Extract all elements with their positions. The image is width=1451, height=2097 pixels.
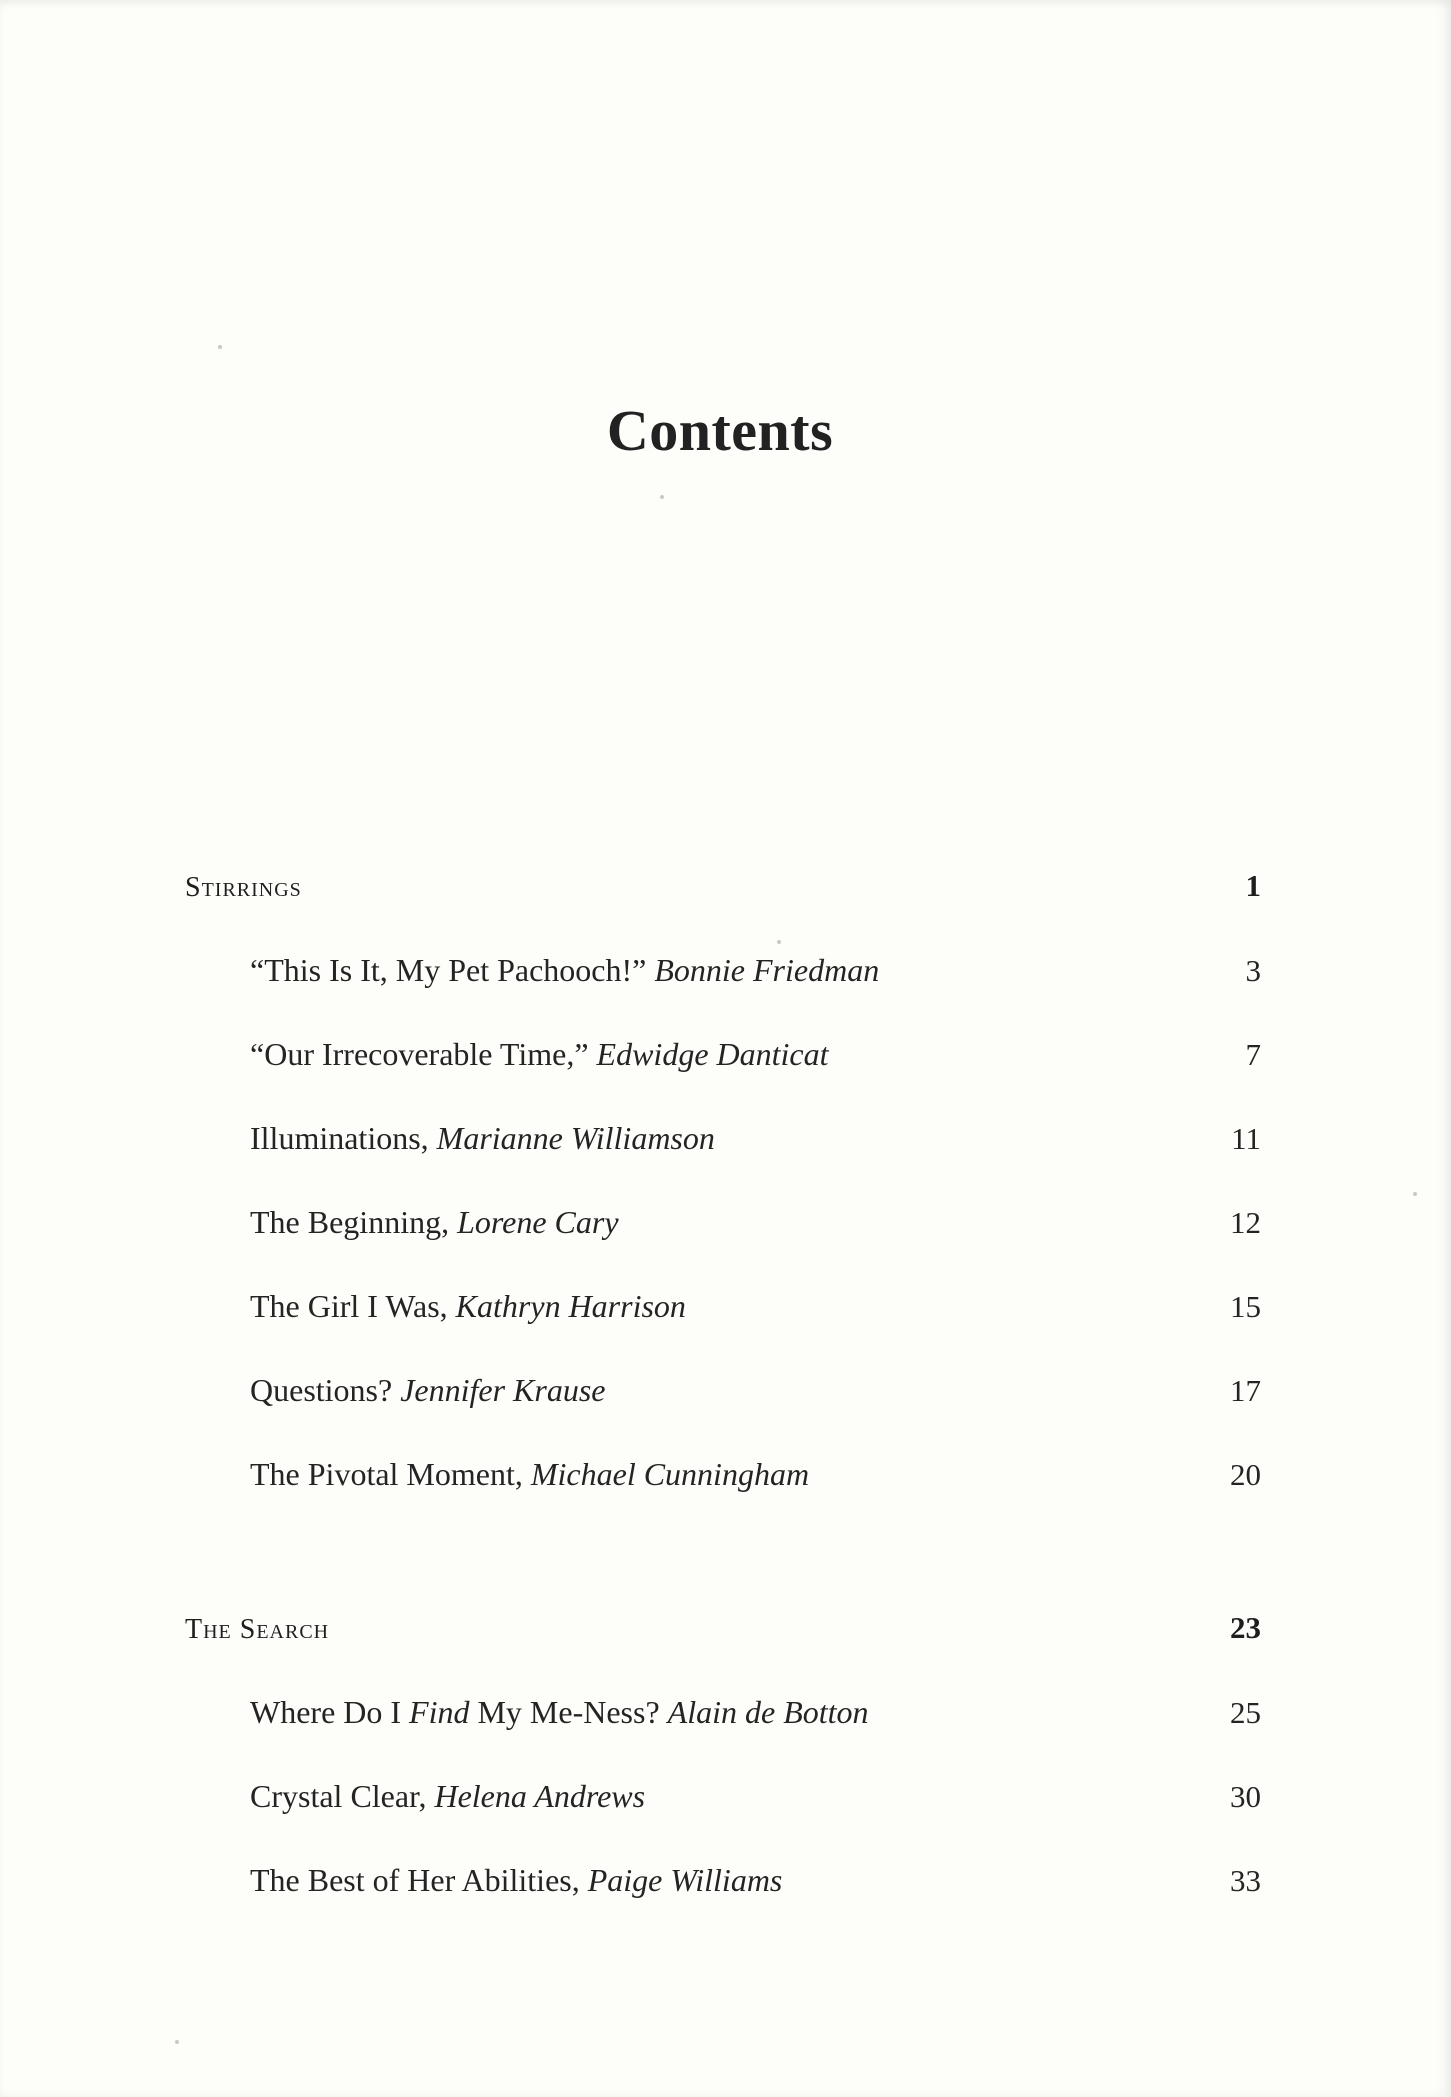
entry-text (250, 1288, 686, 1325)
section-heading: The Search (185, 1614, 330, 1645)
entry-page-number: 30 (1230, 1779, 1261, 1814)
entry-title: “Our Irrecoverable Time,” (250, 1036, 589, 1072)
entry-text (250, 1456, 809, 1493)
entry-page-number: 33 (1230, 1863, 1261, 1898)
entry-title-end: My Me-Ness? (477, 1694, 660, 1730)
section-header (185, 1610, 1261, 1654)
entry-title: Crystal Clear, (250, 1778, 427, 1814)
table-of-contents (185, 868, 1261, 1946)
toc-entry (185, 1862, 1261, 1946)
entry-text (250, 1862, 782, 1899)
entry-page-number: 12 (1230, 1205, 1261, 1240)
paper-speck (660, 495, 664, 499)
section-page-number: 1 (1245, 868, 1261, 903)
section-heading: Stirrings (185, 872, 302, 903)
section-page-number: 23 (1230, 1610, 1261, 1645)
entry-author: Michael Cunningham (530, 1456, 810, 1492)
toc-entry (185, 1694, 1261, 1778)
toc-entry (185, 952, 1261, 1036)
entry-title: The Beginning, (250, 1204, 450, 1240)
entry-page-number: 15 (1230, 1289, 1261, 1324)
entry-title-emphasis: Find (409, 1694, 470, 1730)
toc-entry (185, 1204, 1261, 1288)
entry-author: Bonnie Friedman (654, 952, 880, 988)
entry-page-number: 3 (1245, 953, 1261, 988)
entry-page-number: 20 (1230, 1457, 1261, 1492)
section-header (185, 868, 1261, 912)
entry-text (250, 1204, 619, 1241)
toc-entry (185, 1372, 1261, 1456)
entry-author: Alain de Botton (667, 1694, 869, 1730)
entry-title: The Girl I Was, (250, 1288, 448, 1324)
toc-entry (185, 1778, 1261, 1862)
entry-title: “This Is It, My Pet Pachooch!” (250, 952, 647, 988)
entry-title: The Pivotal Moment, (250, 1456, 523, 1492)
toc-entry (185, 1456, 1261, 1540)
entry-text (250, 1036, 829, 1073)
entry-title-start: Where Do I (250, 1694, 402, 1730)
entry-author: Kathryn Harrison (455, 1288, 686, 1324)
entry-page-number: 11 (1231, 1121, 1261, 1156)
entry-title: Illuminations, (250, 1120, 429, 1156)
entry-title: Questions? (250, 1372, 393, 1408)
entry-text (250, 952, 879, 989)
entry-author: Edwidge Danticat (596, 1036, 829, 1072)
entry-page-number: 17 (1230, 1373, 1261, 1408)
entry-text (250, 1372, 606, 1409)
entry-page-number: 7 (1245, 1037, 1261, 1072)
entry-text (250, 1694, 869, 1731)
entry-author: Helena Andrews (434, 1778, 646, 1814)
toc-section-stirrings (185, 868, 1261, 1540)
entry-author: Lorene Cary (457, 1204, 619, 1240)
paper-speck (175, 2040, 179, 2044)
entry-text (250, 1120, 715, 1157)
entry-author: Marianne Williamson (436, 1120, 715, 1156)
paper-speck (1413, 1192, 1417, 1196)
entry-author: Paige Williams (587, 1862, 783, 1898)
entry-page-number: 25 (1230, 1695, 1261, 1730)
toc-entry (185, 1288, 1261, 1372)
paper-speck (218, 345, 222, 349)
entry-text (250, 1778, 645, 1815)
toc-entry (185, 1036, 1261, 1120)
toc-section-the-search (185, 1610, 1261, 1946)
toc-entry (185, 1120, 1261, 1204)
entry-title: The Best of Her Abilities, (250, 1862, 580, 1898)
entry-author: Jennifer Krause (400, 1372, 606, 1408)
page-title: Contents (606, 397, 834, 463)
